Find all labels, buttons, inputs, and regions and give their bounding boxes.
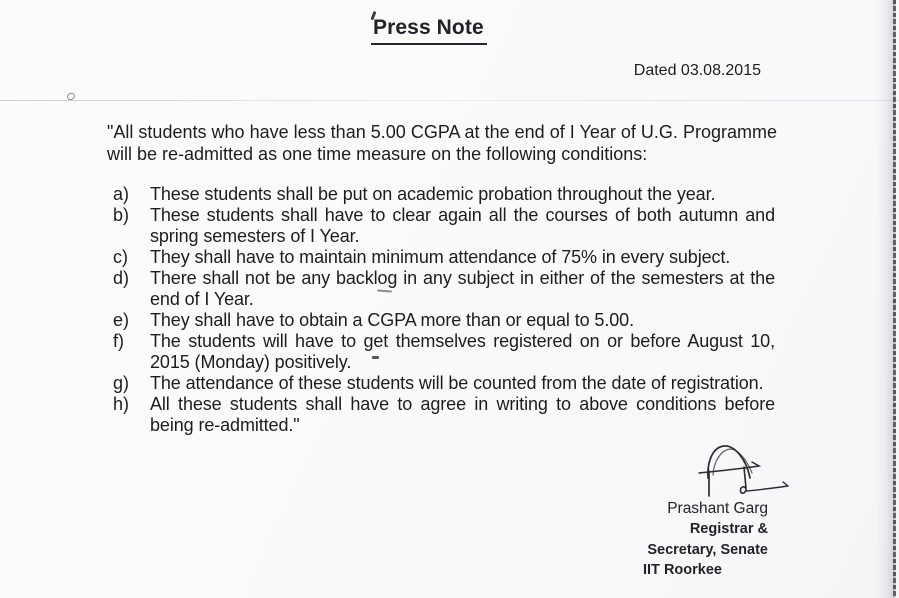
signature-scribble: [696, 440, 798, 502]
condition-text: These students shall be put on academic probation throughout the year.: [150, 184, 716, 204]
condition-text: All these students shall have to agree in writing to above conditions before being re-admitted.": [150, 394, 775, 435]
page-title: Press Note: [371, 16, 487, 45]
signatory-title-secretary: Secretary, Senate: [647, 541, 768, 558]
condition-item-g: [113, 373, 775, 394]
date-line: Dated 03.08.2015: [633, 62, 761, 79]
condition-item-b: [113, 205, 775, 247]
scan-fold-line: [0, 100, 899, 101]
scan-edge-line: [893, 0, 896, 598]
condition-item-d: [113, 268, 775, 310]
intro-paragraph: "All students who have less than 5.00 CGPA at the end of I Year of U.G. Programme will be re-admitted as one time measure on the following conditions:: [107, 122, 777, 164]
signatory-title-registrar: Registrar &: [689, 521, 768, 538]
signatory-institute: IIT Roorkee: [643, 562, 722, 579]
condition-text: They shall have to obtain a CGPA more than or equal to 5.00.: [150, 310, 634, 330]
condition-letter: b): [113, 205, 130, 225]
condition-text: There shall not be any backlog in any subject in either of the semesters at the end of I Year.: [150, 268, 775, 309]
condition-letter: g): [113, 373, 130, 393]
condition-letter: c): [113, 247, 128, 267]
scan-edge-shadow: [875, 0, 895, 598]
condition-item-h: [113, 394, 775, 436]
condition-letter: d): [113, 268, 130, 288]
condition-letter: h): [113, 394, 130, 414]
signatory-block: [628, 499, 768, 581]
condition-item-c: [113, 247, 775, 268]
condition-text: The attendance of these students will be counted from the date of registration.: [150, 373, 764, 393]
condition-item-a: [113, 184, 775, 205]
condition-text: The students will have to get themselves registered on or before August 10, 2015 (Monday) positively.: [150, 331, 775, 372]
conditions-list: [113, 184, 775, 436]
condition-item-e: [113, 310, 775, 331]
condition-item-f: [113, 331, 775, 373]
condition-letter: f): [113, 331, 124, 351]
condition-letter: e): [113, 310, 130, 330]
condition-text: These students shall have to clear again all the courses of both autumn and spring semesters of I Year.: [150, 205, 775, 246]
signatory-name: Prashant Garg: [667, 500, 768, 517]
condition-letter: a): [113, 184, 130, 204]
stray-pen-dash: [372, 356, 379, 359]
condition-text: They shall have to maintain minimum attendance of 75% in every subject.: [150, 247, 731, 267]
